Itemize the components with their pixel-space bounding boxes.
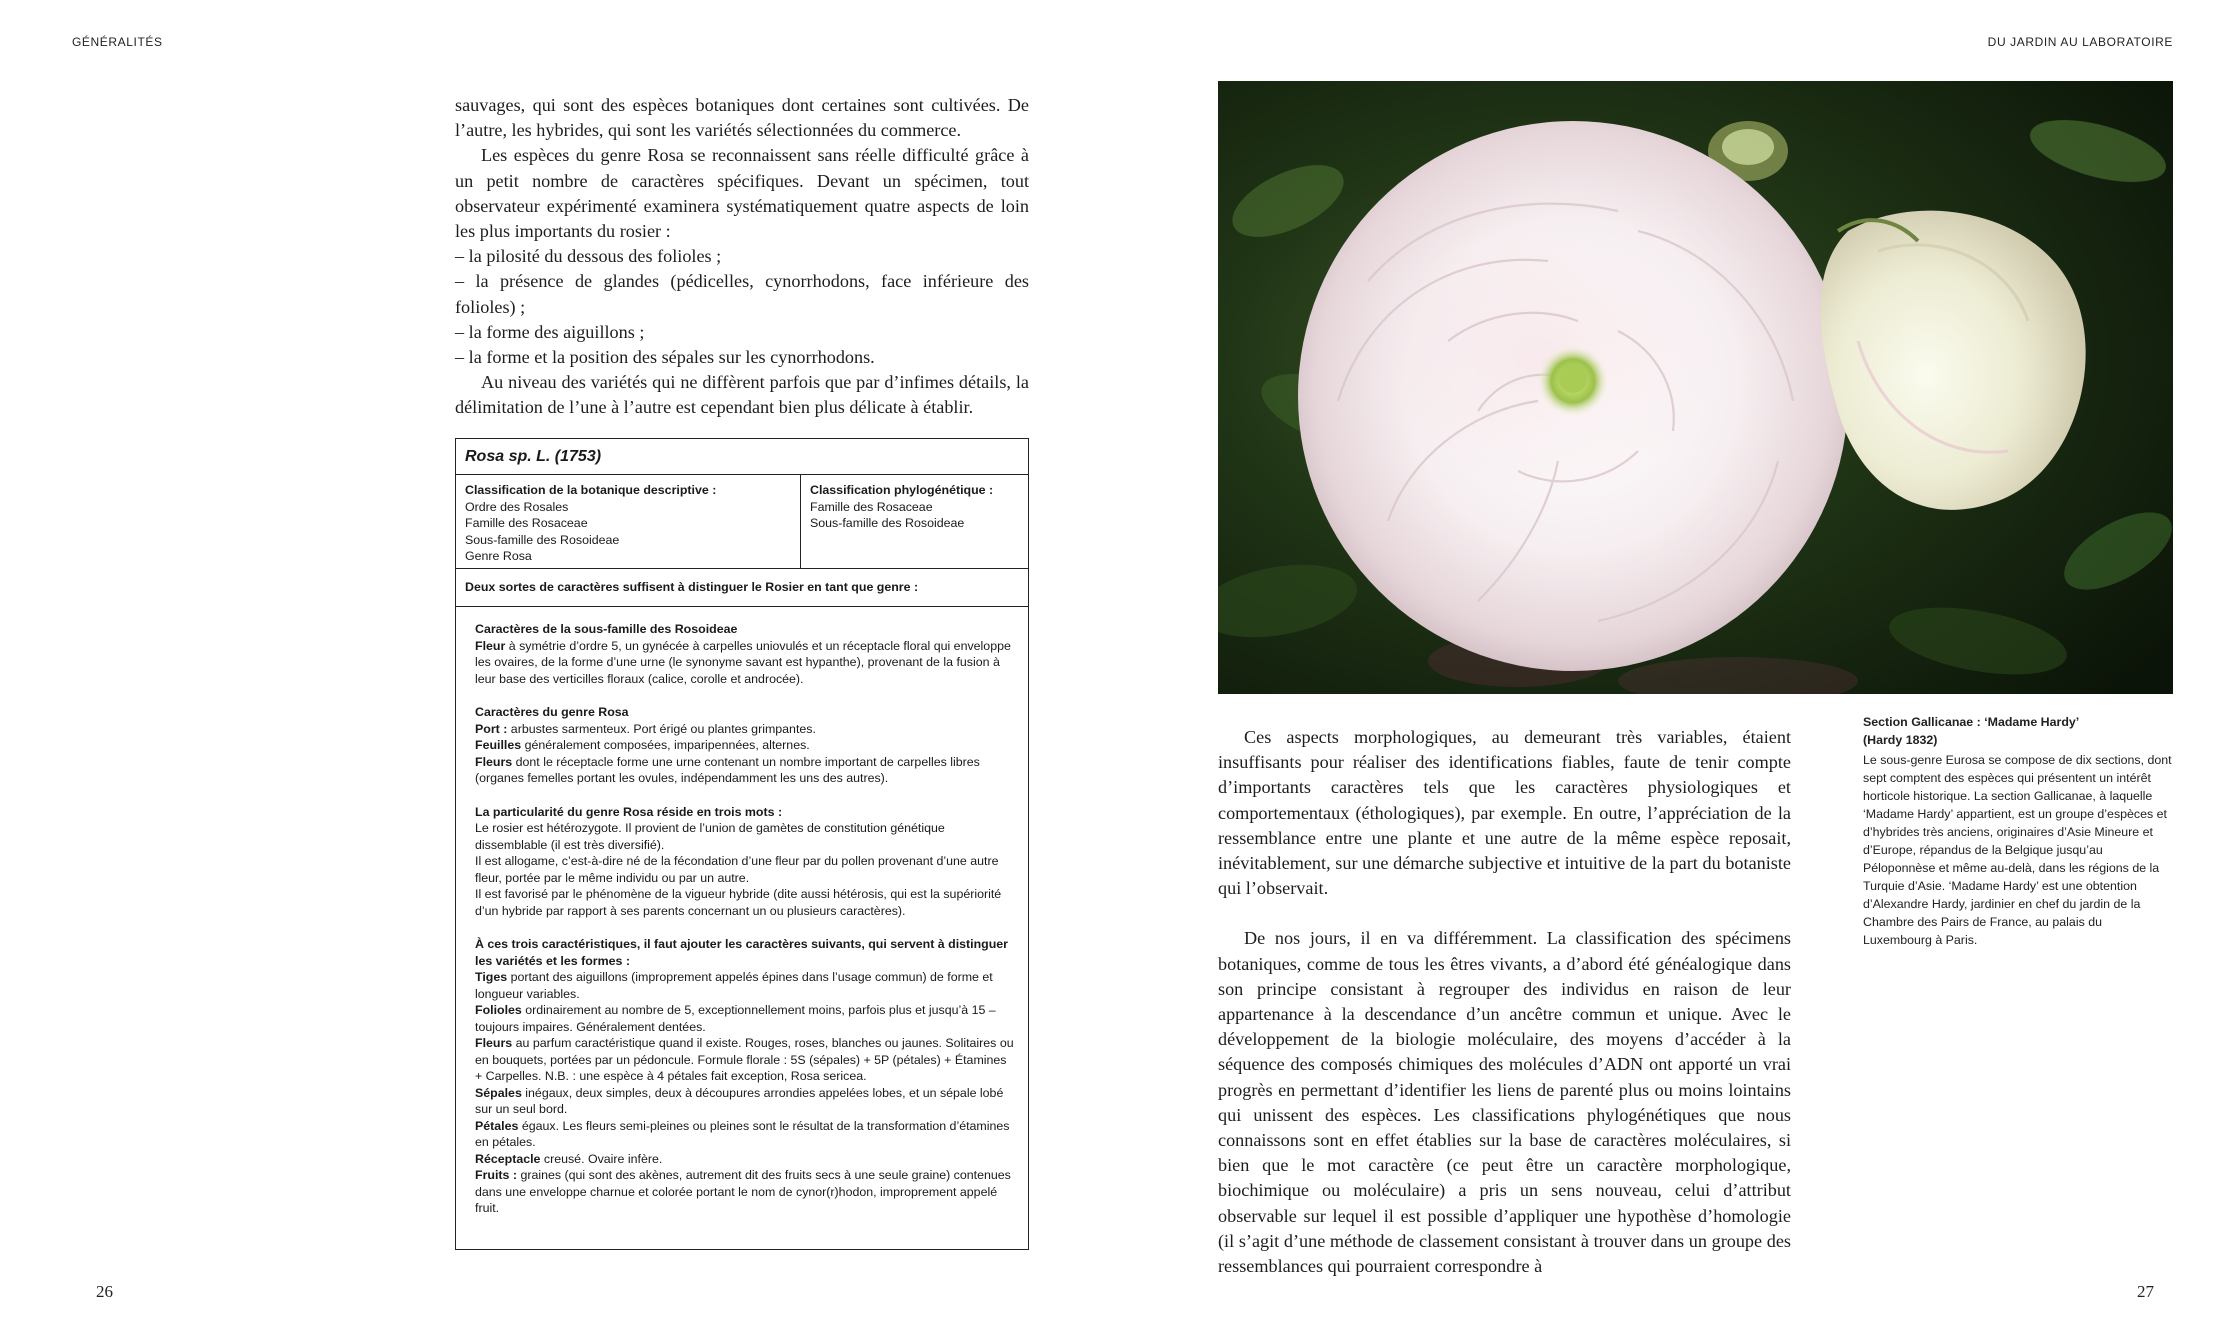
line-text: Il est favorisé par le phénomène de la vigueur hybride (dite aussi hétérosis, qui est la supériorité d’un hybride par rapport à ses parents concernant un ou plusieurs caractères). [475, 887, 1002, 918]
section-line [475, 1085, 1016, 1118]
rose-bloom [1298, 121, 1848, 671]
line-text: Il est allogame, c’est-à-dire né de la fécondation d’une fleur par du pollen provenant d’une autre fleur, portée par le même individu ou par un autre. [475, 854, 999, 885]
section-heading: Caractères de la sous-famille des Rosoideae [475, 622, 738, 636]
running-head-right: DU JARDIN AU LABORATOIRE [1987, 35, 2173, 49]
classification-line: Ordre des Rosales [465, 499, 569, 514]
section-line [475, 737, 1016, 754]
paragraph: Au niveau des variétés qui ne diffèrent parfois que par d’infimes détails, la délimitation de l’une à l’autre est cependant bien plus délicate à établir. [455, 372, 1029, 418]
line-text: Le rosier est hétérozygote. Il provient de l’union de gamètes de constitution génétique dissemblable (il est très diversifié). [475, 821, 945, 852]
character-section [475, 621, 1016, 687]
line-text: graines (qui sont des akènes, autrement dit des fruits secs à une seule graine) contenues dans une enveloppe charnue et colorée portant le nom de cynor(r)hodon, improprement appelé fruit. [475, 1168, 1011, 1215]
section-line [475, 1118, 1016, 1151]
character-section [475, 936, 1016, 1217]
paragraph: Les espèces du genre Rosa se reconnaissent sans réelle difficulté grâce à un petit nombre de caractères spécifiques. Devant un spécimen, tout observateur expérimenté examinera systématiquement quatre aspects de loin les plus importants du rosier : [455, 145, 1029, 242]
line-text: creusé. Ovaire infère. [540, 1151, 663, 1166]
section-line [475, 1002, 1016, 1035]
line-text: égaux. Les fleurs semi-pleines ou pleines sont le résultat de la transformation d’étamines en pétales. [475, 1118, 1010, 1149]
line-label: Sépales [475, 1085, 522, 1100]
line-text: dont le réceptacle forme une urne contenant un nombre important de carpelles libres (organes femelles portant les ovules, indépendamment les uns des autres). [475, 754, 980, 785]
classification-line: Sous-famille des Rosoideae [465, 532, 620, 547]
paragraph: – la pilosité du dessous des folioles ; [455, 246, 722, 267]
line-label: Fleurs [475, 754, 513, 769]
line-label: Fruits : [475, 1168, 517, 1182]
line-text: portant des aiguillons (improprement appelés épines dans l’usage commun) de forme et longueur variables. [475, 970, 993, 1001]
line-text: à symétrie d’ordre 5, un gynécée à carpelles uniovulés et un réceptacle floral qui enveloppe les ovaires, de la forme d’une urne (le synonyme savant est hypanthe), provenant de la fusion à leur base des verticilles floraux (calice, corolle et androcée). [475, 638, 1011, 686]
section-line [475, 1035, 1016, 1085]
line-text: inégaux, deux simples, deux à découpures arrondies appelées lobes, et un sépale lobé sur un seul bord. [475, 1085, 1004, 1116]
line-text: généralement composées, imparipennées, alternes. [521, 738, 810, 752]
box-details [456, 607, 1028, 1217]
line-label: Pétales [475, 1118, 519, 1133]
line-label: Fleur [475, 638, 506, 653]
right-page-text [1218, 725, 1791, 1279]
section-heading: La particularité du genre Rosa réside en trois mots : [475, 804, 783, 819]
line-text: ordinairement au nombre de 5, exceptionnellement moins, parfois plus et jusqu’à 15 – toujours impaires. Généralement dentées. [475, 1003, 996, 1034]
classification-line: Sous-famille des Rosoideae [810, 516, 965, 530]
rose-photo [1218, 81, 2173, 694]
section-line [475, 820, 1016, 853]
line-label: Port : [475, 721, 508, 736]
line-label: Folioles [475, 1003, 522, 1017]
box-subheading: Deux sortes de caractères suffisent à distinguer le Rosier en tant que genre : [456, 569, 1028, 607]
paragraph: – la forme des aiguillons ; [455, 321, 645, 342]
classification-line: Genre Rosa [465, 549, 532, 563]
section-line [475, 638, 1016, 688]
paragraph: De nos jours, il en va différemment. La classification des spécimens botaniques, comme de tous les êtres vivants, a d’abord été généalogique dans son principe consistant à regrouper des individus en raison de leur appartenance à la descendance d’un ancêtre commun et unique. Avec le développement de la biologie moléculaire, des moyens d’accéder à la séquence des composés chimiques des molécules d’ADN ont apporté un vrai progrès en permettant d’identifier les liens de parenté plus ou moins lointains qui unissent des espèces. Les classifications phylogénétiques que nous connaissons sont en effet établies sur la base de caractères moléculaires, si bien que le mot caractère (ce peut être un caractère morphologique, biochimique ou moléculaire) a pris un sens nouveau, celui d’attribut observable sur lequel il est possible d’appliquer une hypothèse d’homologie (il s’agit d’une méthode de classement consistant à trouver dans un groupe des ressemblances qui pourraient correspondre à [1218, 928, 1791, 1277]
caption-body: Le sous-genre Eurosa se compose de dix sections, dont sept comptent des espèces qui présentent un intérêt horticole historique. La section Gallicanae, à laquelle ‘Madame Hardy’ appartient, est un groupe d’espèces et d’hybrides très anciens, originaires d’Asie Mineure et d’Europe, répandus de la Belgique jusqu’au Péloponnèse et même au-delà, dans les régions de la Turquie d’Asie. ‘Madame Hardy’ est une obtention d’Alexandre Hardy, jardinier en chef du jardin de la Chambre des Pairs de France, au palais du Luxembourg à Paris. [1863, 753, 2172, 947]
paragraph: – la présence de glandes (pédicelles, cynorrhodons, face inférieure des folioles) ; [455, 271, 1029, 317]
section-line [475, 721, 1016, 738]
photo-caption [1863, 713, 2173, 949]
line-label: Tiges [475, 970, 508, 984]
paragraph: sauvages, qui sont des espèces botaniques dont certaines sont cultivées. De l’autre, les hybrides, qui sont les variétés sélectionnées du commerce. [455, 95, 1029, 141]
rose-photo-svg [1218, 81, 2173, 694]
section-heading: À ces trois caractéristiques, il faut ajouter les caractères suivants, qui servent à distinguer les variétés et les formes : [475, 937, 1009, 968]
line-text: au parfum caractéristique quand il existe. Rouges, roses, blanches ou jaunes. Solitaires ou en bouquets, portées par un pédoncule. Formule florale : 5S (sépales) + 5P (pétales) + Étamines + Carpelles. N.B. : une espèce à 4 pétales fait exception, Rosa sericea. [475, 1036, 1014, 1083]
classification-phylogenetic-heading: Classification phylogénétique : [810, 483, 994, 497]
line-label: Réceptacle [475, 1151, 541, 1166]
caption-title-line2: (Hardy 1832) [1863, 733, 1938, 747]
section-line [475, 754, 1016, 787]
classification-phylogenetic [801, 475, 1028, 568]
rosa-classification-box [455, 438, 1029, 1250]
paragraph-gap [1218, 901, 1791, 926]
classification-descriptive [456, 475, 801, 568]
box-title-text: Rosa sp. L. (1753) [465, 448, 602, 465]
section-line [475, 853, 1016, 886]
line-text: arbustes sarmenteux. Port érigé ou plantes grimpantes. [507, 721, 816, 736]
classification-descriptive-heading: Classification de la botanique descriptive : [465, 483, 717, 497]
section-line [475, 1167, 1016, 1217]
box-title [456, 439, 1028, 475]
classification-line: Famille des Rosaceae [465, 516, 588, 530]
page-number-left: 26 [96, 1282, 113, 1301]
section-line [475, 1151, 1016, 1168]
classification-row [456, 475, 1028, 569]
character-section [475, 804, 1016, 920]
page-number-right: 27 [2137, 1282, 2154, 1301]
section-heading: Caractères du genre Rosa [475, 705, 629, 719]
line-label: Feuilles [475, 738, 522, 752]
section-line [475, 886, 1016, 919]
running-head-left: GÉNÉRALITÉS [72, 35, 163, 49]
line-label: Fleurs [475, 1036, 513, 1050]
classification-line: Famille des Rosaceae [810, 499, 933, 514]
paragraph: Ces aspects morphologiques, au demeurant très variables, étaient insuffisants pour réaliser des identifications fiables, faute de tenir compte d’importants caractères tels que les caractères physiologiques et comportementaux (éthologiques), par exemple. En outre, l’appréciation de la ressemblance entre une plante et une autre de la même espèce reposait, inévitablement, sur une démarche subjective et intuitive de la part du botaniste qui l’observait. [1218, 727, 1791, 899]
caption-title-line1: Section Gallicanae : ‘Madame Hardy’ [1863, 715, 2080, 729]
section-line [475, 969, 1016, 1002]
left-page-text [455, 93, 1029, 421]
paragraph: – la forme et la position des sépales sur les cynorrhodons. [455, 347, 875, 368]
character-section [475, 704, 1016, 787]
